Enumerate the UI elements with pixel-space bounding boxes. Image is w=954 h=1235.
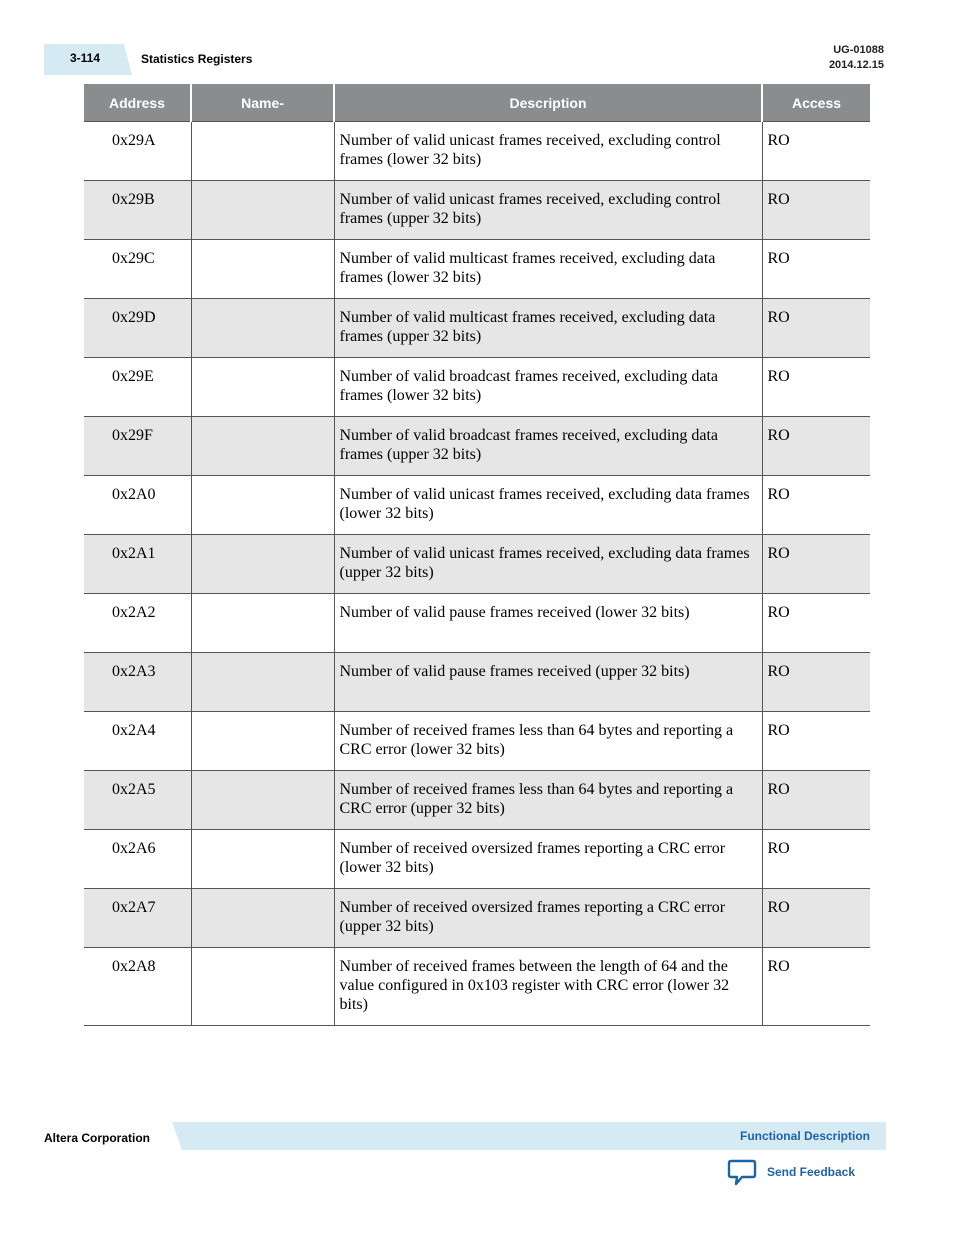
cell-access: RO [762, 476, 870, 535]
cell-address: 0x2A1 [84, 535, 191, 594]
table-row [84, 358, 870, 417]
column-header-name: Name- [191, 84, 334, 122]
cell-name [191, 240, 334, 299]
table-row [84, 476, 870, 535]
table-row [84, 594, 870, 653]
cell-name [191, 358, 334, 417]
section-title: Statistics Registers [141, 52, 253, 66]
table-row [84, 122, 870, 181]
cell-name [191, 889, 334, 948]
cell-description: Number of valid broadcast frames received, excluding data frames (upper 32 bits) [334, 417, 762, 476]
cell-name [191, 830, 334, 889]
send-feedback-label: Send Feedback [767, 1165, 856, 1179]
table-row [84, 653, 870, 712]
cell-access: RO [762, 122, 870, 181]
cell-address: 0x29B [84, 181, 191, 240]
table-row [84, 712, 870, 771]
document-info [829, 43, 884, 73]
cell-address: 0x2A0 [84, 476, 191, 535]
table-row [84, 771, 870, 830]
cell-access: RO [762, 889, 870, 948]
table-row [84, 889, 870, 948]
cell-access: RO [762, 948, 870, 1026]
cell-description: Number of valid multicast frames received, excluding data frames (lower 32 bits) [334, 240, 762, 299]
cell-address: 0x2A4 [84, 712, 191, 771]
cell-description: Number of received oversized frames reporting a CRC error (upper 32 bits) [334, 889, 762, 948]
cell-access: RO [762, 771, 870, 830]
cell-description: Number of valid unicast frames received, excluding data frames (upper 32 bits) [334, 535, 762, 594]
cell-access: RO [762, 653, 870, 712]
table-row [84, 299, 870, 358]
cell-address: 0x2A8 [84, 948, 191, 1026]
cell-description: Number of valid unicast frames received, excluding control frames (upper 32 bits) [334, 181, 762, 240]
cell-name [191, 299, 334, 358]
cell-access: RO [762, 712, 870, 771]
cell-access: RO [762, 535, 870, 594]
cell-access: RO [762, 240, 870, 299]
cell-address: 0x2A7 [84, 889, 191, 948]
document-date: 2014.12.15 [828, 59, 884, 71]
cell-address: 0x29A [84, 122, 191, 181]
cell-name [191, 181, 334, 240]
cell-description: Number of valid broadcast frames received, excluding data frames (lower 32 bits) [334, 358, 762, 417]
cell-address: 0x2A5 [84, 771, 191, 830]
cell-name [191, 653, 334, 712]
cell-description: Number of valid unicast frames received, excluding data frames (lower 32 bits) [334, 476, 762, 535]
cell-access: RO [762, 830, 870, 889]
cell-access: RO [762, 594, 870, 653]
cell-name [191, 712, 334, 771]
document-id: UG-01088 [833, 44, 884, 56]
cell-name [191, 594, 334, 653]
table-row [84, 948, 870, 1026]
table-row [84, 181, 870, 240]
cell-name [191, 122, 334, 181]
cell-name [191, 771, 334, 830]
cell-address: 0x29D [84, 299, 191, 358]
cell-address: 0x2A3 [84, 653, 191, 712]
send-feedback-button[interactable] [727, 1158, 855, 1186]
cell-description: Number of valid multicast frames received, excluding data frames (upper 32 bits) [334, 299, 762, 358]
page-number: 3-114 [70, 51, 101, 65]
cell-name [191, 476, 334, 535]
column-header-description: Description [334, 84, 762, 122]
cell-description: Number of valid unicast frames received, excluding control frames (lower 32 bits) [334, 122, 762, 181]
cell-description: Number of received oversized frames reporting a CRC error (lower 32 bits) [334, 830, 762, 889]
company-name: Altera Corporation [44, 1131, 151, 1145]
cell-description: Number of received frames less than 64 bytes and reporting a CRC error (upper 32 bits) [334, 771, 762, 830]
cell-address: 0x29E [84, 358, 191, 417]
cell-description: Number of valid pause frames received (upper 32 bits) [334, 653, 762, 712]
cell-name [191, 417, 334, 476]
cell-address: 0x2A6 [84, 830, 191, 889]
column-header-address: Address [84, 84, 191, 122]
table-row [84, 535, 870, 594]
cell-description: Number of received frames between the length of 64 and the value configured in 0x103 register with CRC error (lower 32 bits) [334, 948, 762, 1026]
cell-access: RO [762, 358, 870, 417]
cell-address: 0x2A2 [84, 594, 191, 653]
cell-description: Number of valid pause frames received (lower 32 bits) [334, 594, 762, 653]
cell-access: RO [762, 299, 870, 358]
table-row [84, 830, 870, 889]
cell-description: Number of received frames less than 64 bytes and reporting a CRC error (lower 32 bits) [334, 712, 762, 771]
cell-name [191, 948, 334, 1026]
cell-access: RO [762, 181, 870, 240]
statistics-register-table [84, 84, 870, 1026]
cell-address: 0x29C [84, 240, 191, 299]
cell-address: 0x29F [84, 417, 191, 476]
cell-access: RO [762, 417, 870, 476]
functional-description-link[interactable]: Functional Description [739, 1129, 870, 1143]
table-row [84, 417, 870, 476]
table-row [84, 240, 870, 299]
speech-bubble-icon [727, 1158, 757, 1186]
table-header-row [84, 84, 870, 122]
cell-name [191, 535, 334, 594]
column-header-access: Access [762, 84, 870, 122]
